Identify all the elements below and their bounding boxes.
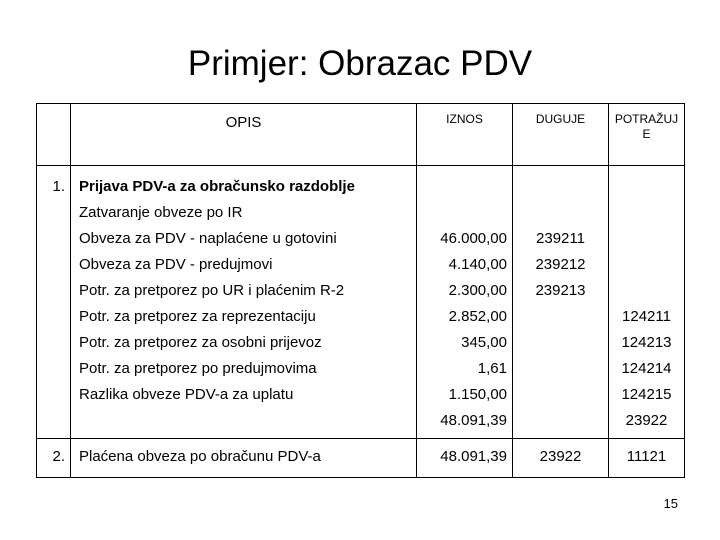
potrazuje-line: [609, 200, 684, 226]
potrazuje-line: 23922: [625, 412, 668, 429]
iznos-line: [417, 200, 507, 226]
potrazuje-cell: [609, 166, 685, 439]
duguje-line: [513, 382, 608, 408]
duguje-line: 239211: [536, 230, 585, 247]
header-num: [37, 104, 71, 166]
header-opis: OPIS: [71, 104, 417, 166]
potrazuje-line: 124215: [621, 386, 672, 403]
potrazuje-line: [609, 252, 684, 278]
duguje-line: [513, 200, 608, 226]
row-number-text: 2.: [52, 448, 65, 465]
row-number: [37, 166, 71, 439]
pdv-form-table: [36, 103, 685, 478]
opis-line: Obveza za PDV - predujmovi: [79, 256, 273, 273]
opis-cell: [71, 166, 417, 439]
duguje-cell: [513, 439, 609, 478]
iznos-line: [417, 174, 507, 200]
iznos-line: 48.091,39: [440, 412, 507, 429]
iznos-line: 1,61: [477, 360, 507, 377]
opis-line: Potr. za pretporez za osobni prijevoz: [79, 334, 322, 351]
potrazuje-line: 124211: [622, 308, 671, 325]
iznos-cell: [417, 439, 513, 478]
opis-cell: [71, 439, 417, 478]
iznos-line: 2.852,00: [448, 308, 507, 325]
header-potrazuje: POTRAŽUJE: [609, 104, 685, 166]
header-duguje: DUGUJE: [513, 104, 609, 166]
duguje-line: [513, 356, 608, 382]
duguje-line: [513, 304, 608, 330]
table-row: [37, 439, 685, 478]
duguje-text: 23922: [539, 448, 582, 465]
potrazuje-line: [609, 278, 684, 304]
opis-line: Zatvaranje obveze po IR: [79, 204, 243, 221]
duguje-line: 239212: [535, 256, 586, 273]
iznos-line: 1.150,00: [448, 386, 507, 403]
iznos-cell: [417, 166, 513, 439]
iznos-text: 48.091,39: [440, 448, 507, 465]
table-header-row: [37, 104, 685, 166]
opis-line: Potr. za pretporez po UR i plaćenim R-2: [79, 282, 345, 299]
page-number: 15: [663, 496, 678, 511]
iznos-line: 345,00: [461, 334, 507, 351]
duguje-cell: [513, 166, 609, 439]
potrazuje-text: 11121: [626, 448, 667, 465]
potrazuje-line: 124213: [621, 334, 672, 351]
header-iznos: IZNOS: [417, 104, 513, 166]
duguje-line: 239213: [535, 282, 586, 299]
opis-line: Potr. za pretporez po predujmovima: [79, 360, 317, 377]
slide-title: Primjer: Obrazac PDV: [187, 44, 533, 83]
opis-line: Obveza za PDV - naplaćene u gotovini: [79, 230, 337, 247]
table-row: [37, 166, 685, 439]
row-number: [37, 439, 71, 478]
iznos-line: 46.000,00: [440, 230, 507, 247]
opis-line: Potr. za pretporez za reprezentaciju: [79, 308, 316, 325]
duguje-line: [513, 174, 608, 200]
potrazuje-line: [609, 174, 684, 200]
iznos-line: 4.140,00: [448, 256, 507, 273]
potrazuje-cell: [609, 439, 685, 478]
potrazuje-line: 124214: [621, 360, 672, 377]
duguje-line: [513, 330, 608, 356]
opis-line: [79, 408, 416, 434]
duguje-line: [513, 408, 608, 434]
potrazuje-line: [609, 226, 684, 252]
row-number-text: 1.: [52, 178, 65, 195]
iznos-line: 2.300,00: [448, 282, 507, 299]
opis-line: Prijava PDV-a za obračunsko razdoblje: [79, 178, 355, 195]
opis-line: Razlika obveze PDV-a za uplatu: [79, 386, 294, 403]
opis-text: Plaćena obveza po obračunu PDV-a: [79, 448, 321, 465]
